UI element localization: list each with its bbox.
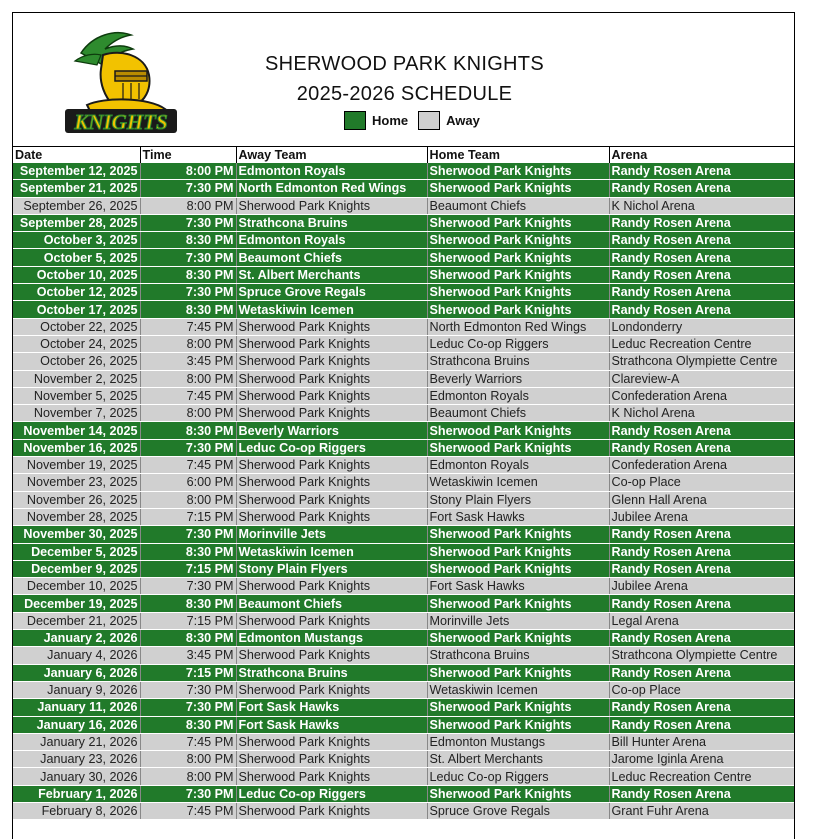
- cell-time: 7:30 PM: [140, 578, 236, 595]
- cell-away-team: Sherwood Park Knights: [236, 733, 427, 750]
- table-row-home-game: [13, 232, 795, 249]
- cell-time: 8:30 PM: [140, 301, 236, 318]
- schedule-sheet: [12, 12, 795, 839]
- page-title: SHERWOOD PARK KNIGHTS: [265, 53, 544, 75]
- cell-time: 7:30 PM: [140, 526, 236, 543]
- cell-home-team: Edmonton Royals: [427, 457, 609, 474]
- cell-away-team: Beverly Warriors: [236, 422, 427, 439]
- cell-away-team: Leduc Co-op Riggers: [236, 785, 427, 802]
- cell-arena: Randy Rosen Arena: [609, 284, 795, 301]
- cell-time: 8:00 PM: [140, 491, 236, 508]
- cell-home-team: Morinville Jets: [427, 612, 609, 629]
- cell-date: February 8, 2026: [13, 802, 140, 819]
- cell-date: November 7, 2025: [13, 405, 140, 422]
- cell-home-team: Sherwood Park Knights: [427, 526, 609, 543]
- cell-away-team: Sherwood Park Knights: [236, 387, 427, 404]
- knights-logo: [53, 25, 183, 137]
- cell-time: 7:45 PM: [140, 457, 236, 474]
- cell-date: November 19, 2025: [13, 457, 140, 474]
- cell-time: 8:00 PM: [140, 768, 236, 785]
- table-row-home-game: [13, 301, 795, 318]
- cell-away-team: Fort Sask Hawks: [236, 699, 427, 716]
- logo-wordmark: KNIGHTS: [74, 110, 168, 134]
- cell-arena: Clareview-A: [609, 370, 795, 387]
- legend: [344, 111, 490, 130]
- cell-time: 8:00 PM: [140, 163, 236, 180]
- table-row-away-game: [13, 491, 795, 508]
- cell-date: December 21, 2025: [13, 612, 140, 629]
- cell-away-team: Edmonton Mustangs: [236, 630, 427, 647]
- table-row-home-game: [13, 284, 795, 301]
- cell-date: January 30, 2026: [13, 768, 140, 785]
- cell-time: 7:45 PM: [140, 318, 236, 335]
- cell-home-team: Edmonton Mustangs: [427, 733, 609, 750]
- cell-home-team: Sherwood Park Knights: [427, 214, 609, 231]
- cell-away-team: Sherwood Park Knights: [236, 405, 427, 422]
- cell-home-team: Edmonton Royals: [427, 387, 609, 404]
- cell-away-team: Sherwood Park Knights: [236, 318, 427, 335]
- cell-away-team: Beaumont Chiefs: [236, 249, 427, 266]
- cell-date: December 5, 2025: [13, 543, 140, 560]
- cell-home-team: Sherwood Park Knights: [427, 266, 609, 283]
- cell-date: November 30, 2025: [13, 526, 140, 543]
- table-row-home-game: [13, 526, 795, 543]
- cell-arena: Randy Rosen Arena: [609, 560, 795, 577]
- table-row-home-game: [13, 630, 795, 647]
- table-row-away-game: [13, 353, 795, 370]
- cell-home-team: Sherwood Park Knights: [427, 543, 609, 560]
- cell-arena: Randy Rosen Arena: [609, 214, 795, 231]
- legend-away-swatch: [418, 111, 440, 130]
- cell-time: 6:00 PM: [140, 474, 236, 491]
- cell-away-team: Sherwood Park Knights: [236, 197, 427, 214]
- column-header-home-team: Home Team: [427, 147, 609, 164]
- cell-time: 7:15 PM: [140, 508, 236, 525]
- cell-time: 7:15 PM: [140, 664, 236, 681]
- cell-home-team: Sherwood Park Knights: [427, 595, 609, 612]
- cell-arena: Randy Rosen Arena: [609, 266, 795, 283]
- cell-home-team: Beverly Warriors: [427, 370, 609, 387]
- cell-away-team: St. Albert Merchants: [236, 266, 427, 283]
- cell-date: September 26, 2025: [13, 197, 140, 214]
- table-row-away-game: [13, 405, 795, 422]
- cell-home-team: St. Albert Merchants: [427, 751, 609, 768]
- cell-away-team: Edmonton Royals: [236, 232, 427, 249]
- cell-arena: Confederation Arena: [609, 387, 795, 404]
- table-row-home-game: [13, 163, 795, 180]
- cell-arena: Randy Rosen Arena: [609, 630, 795, 647]
- cell-arena: Randy Rosen Arena: [609, 232, 795, 249]
- cell-home-team: Sherwood Park Knights: [427, 180, 609, 197]
- cell-date: October 3, 2025: [13, 232, 140, 249]
- cell-time: 7:45 PM: [140, 733, 236, 750]
- cell-time: 3:45 PM: [140, 647, 236, 664]
- cell-away-team: Strathcona Bruins: [236, 664, 427, 681]
- cell-home-team: Beaumont Chiefs: [427, 197, 609, 214]
- cell-arena: Jubilee Arena: [609, 508, 795, 525]
- cell-home-team: Wetaskiwin Icemen: [427, 681, 609, 698]
- cell-time: 7:30 PM: [140, 180, 236, 197]
- cell-arena: Bill Hunter Arena: [609, 733, 795, 750]
- cell-home-team: Wetaskiwin Icemen: [427, 474, 609, 491]
- cell-home-team: Strathcona Bruins: [427, 353, 609, 370]
- table-row-away-game: [13, 733, 795, 750]
- cell-date: January 23, 2026: [13, 751, 140, 768]
- cell-date: October 26, 2025: [13, 353, 140, 370]
- cell-date: October 12, 2025: [13, 284, 140, 301]
- cell-arena: Randy Rosen Arena: [609, 543, 795, 560]
- cell-time: 7:30 PM: [140, 284, 236, 301]
- cell-away-team: Sherwood Park Knights: [236, 802, 427, 819]
- cell-away-team: Sherwood Park Knights: [236, 647, 427, 664]
- cell-time: 7:30 PM: [140, 681, 236, 698]
- cell-arena: Randy Rosen Arena: [609, 716, 795, 733]
- cell-home-team: Sherwood Park Knights: [427, 664, 609, 681]
- cell-away-team: Sherwood Park Knights: [236, 681, 427, 698]
- table-row-home-game: [13, 439, 795, 456]
- cell-home-team: Fort Sask Hawks: [427, 578, 609, 595]
- table-row-home-game: [13, 785, 795, 802]
- cell-date: January 16, 2026: [13, 716, 140, 733]
- cell-date: September 21, 2025: [13, 180, 140, 197]
- cell-home-team: Strathcona Bruins: [427, 647, 609, 664]
- schedule-body: [13, 163, 795, 820]
- cell-arena: Jubilee Arena: [609, 578, 795, 595]
- cell-time: 8:30 PM: [140, 543, 236, 560]
- cell-away-team: Leduc Co-op Riggers: [236, 439, 427, 456]
- cell-away-team: Sherwood Park Knights: [236, 578, 427, 595]
- cell-arena: Randy Rosen Arena: [609, 163, 795, 180]
- cell-time: 8:00 PM: [140, 405, 236, 422]
- cell-time: 8:00 PM: [140, 197, 236, 214]
- cell-date: October 5, 2025: [13, 249, 140, 266]
- cell-date: January 2, 2026: [13, 630, 140, 647]
- cell-date: November 26, 2025: [13, 491, 140, 508]
- cell-home-team: Sherwood Park Knights: [427, 249, 609, 266]
- schedule-table: [13, 146, 795, 820]
- schedule-header: [13, 13, 794, 146]
- table-row-away-game: [13, 318, 795, 335]
- cell-time: 7:30 PM: [140, 249, 236, 266]
- cell-time: 3:45 PM: [140, 353, 236, 370]
- cell-date: November 23, 2025: [13, 474, 140, 491]
- cell-date: January 6, 2026: [13, 664, 140, 681]
- legend-away-label: Away: [446, 113, 480, 128]
- cell-arena: Randy Rosen Arena: [609, 595, 795, 612]
- cell-date: January 9, 2026: [13, 681, 140, 698]
- cell-arena: Randy Rosen Arena: [609, 526, 795, 543]
- table-row-home-game: [13, 249, 795, 266]
- cell-home-team: Beaumont Chiefs: [427, 405, 609, 422]
- cell-away-team: Beaumont Chiefs: [236, 595, 427, 612]
- cell-home-team: Fort Sask Hawks: [427, 508, 609, 525]
- table-row-home-game: [13, 214, 795, 231]
- cell-time: 8:00 PM: [140, 751, 236, 768]
- cell-away-team: Fort Sask Hawks: [236, 716, 427, 733]
- cell-arena: Randy Rosen Arena: [609, 422, 795, 439]
- cell-date: October 17, 2025: [13, 301, 140, 318]
- table-row-away-game: [13, 681, 795, 698]
- cell-time: 8:30 PM: [140, 422, 236, 439]
- cell-date: October 24, 2025: [13, 335, 140, 352]
- cell-away-team: North Edmonton Red Wings: [236, 180, 427, 197]
- cell-date: December 10, 2025: [13, 578, 140, 595]
- column-header-arena: Arena: [609, 147, 795, 164]
- cell-arena: Randy Rosen Arena: [609, 180, 795, 197]
- cell-away-team: Sherwood Park Knights: [236, 751, 427, 768]
- cell-arena: Leduc Recreation Centre: [609, 768, 795, 785]
- cell-arena: K Nichol Arena: [609, 197, 795, 214]
- cell-away-team: Sherwood Park Knights: [236, 768, 427, 785]
- cell-arena: Randy Rosen Arena: [609, 664, 795, 681]
- cell-date: November 5, 2025: [13, 387, 140, 404]
- cell-date: November 28, 2025: [13, 508, 140, 525]
- cell-home-team: Sherwood Park Knights: [427, 699, 609, 716]
- cell-date: January 4, 2026: [13, 647, 140, 664]
- cell-away-team: Sherwood Park Knights: [236, 457, 427, 474]
- cell-arena: Randy Rosen Arena: [609, 699, 795, 716]
- table-row-home-game: [13, 543, 795, 560]
- cell-away-team: Sherwood Park Knights: [236, 335, 427, 352]
- cell-home-team: Sherwood Park Knights: [427, 163, 609, 180]
- cell-home-team: Sherwood Park Knights: [427, 439, 609, 456]
- cell-away-team: Sherwood Park Knights: [236, 508, 427, 525]
- table-row-home-game: [13, 180, 795, 197]
- cell-arena: Co-op Place: [609, 474, 795, 491]
- cell-date: December 19, 2025: [13, 595, 140, 612]
- table-row-away-game: [13, 370, 795, 387]
- cell-time: 7:45 PM: [140, 387, 236, 404]
- page-subtitle: 2025-2026 SCHEDULE: [296, 83, 513, 105]
- cell-date: November 16, 2025: [13, 439, 140, 456]
- cell-time: 7:30 PM: [140, 785, 236, 802]
- cell-away-team: Edmonton Royals: [236, 163, 427, 180]
- cell-away-team: Sherwood Park Knights: [236, 612, 427, 629]
- cell-away-team: Sherwood Park Knights: [236, 353, 427, 370]
- cell-arena: Londonderry: [609, 318, 795, 335]
- cell-arena: Leduc Recreation Centre: [609, 335, 795, 352]
- cell-away-team: Spruce Grove Regals: [236, 284, 427, 301]
- cell-time: 7:15 PM: [140, 612, 236, 629]
- cell-time: 7:30 PM: [140, 439, 236, 456]
- cell-away-team: Wetaskiwin Icemen: [236, 543, 427, 560]
- cell-home-team: Sherwood Park Knights: [427, 232, 609, 249]
- cell-home-team: Stony Plain Flyers: [427, 491, 609, 508]
- cell-time: 8:30 PM: [140, 232, 236, 249]
- cell-home-team: Sherwood Park Knights: [427, 560, 609, 577]
- table-row-home-game: [13, 560, 795, 577]
- cell-time: 7:15 PM: [140, 560, 236, 577]
- cell-home-team: North Edmonton Red Wings: [427, 318, 609, 335]
- cell-arena: Randy Rosen Arena: [609, 301, 795, 318]
- cell-arena: Randy Rosen Arena: [609, 785, 795, 802]
- table-row-away-game: [13, 612, 795, 629]
- cell-home-team: Leduc Co-op Riggers: [427, 768, 609, 785]
- cell-arena: K Nichol Arena: [609, 405, 795, 422]
- cell-home-team: Sherwood Park Knights: [427, 422, 609, 439]
- cell-away-team: Wetaskiwin Icemen: [236, 301, 427, 318]
- cell-time: 7:45 PM: [140, 802, 236, 819]
- cell-date: October 22, 2025: [13, 318, 140, 335]
- table-header-row: [13, 147, 795, 164]
- cell-time: 8:00 PM: [140, 335, 236, 352]
- table-row-away-game: [13, 197, 795, 214]
- table-row-away-game: [13, 335, 795, 352]
- table-row-home-game: [13, 699, 795, 716]
- table-row-away-game: [13, 751, 795, 768]
- table-row-away-game: [13, 387, 795, 404]
- cell-time: 8:00 PM: [140, 370, 236, 387]
- table-row-home-game: [13, 266, 795, 283]
- column-header-time: Time: [140, 147, 236, 164]
- cell-arena: Confederation Arena: [609, 457, 795, 474]
- cell-time: 8:30 PM: [140, 630, 236, 647]
- cell-date: January 21, 2026: [13, 733, 140, 750]
- cell-home-team: Sherwood Park Knights: [427, 630, 609, 647]
- table-row-away-game: [13, 647, 795, 664]
- cell-arena: Strathcona Olympiette Centre: [609, 647, 795, 664]
- cell-time: 8:30 PM: [140, 595, 236, 612]
- table-row-home-game: [13, 595, 795, 612]
- cell-date: November 2, 2025: [13, 370, 140, 387]
- cell-away-team: Sherwood Park Knights: [236, 370, 427, 387]
- cell-arena: Randy Rosen Arena: [609, 249, 795, 266]
- table-row-away-game: [13, 578, 795, 595]
- cell-home-team: Sherwood Park Knights: [427, 301, 609, 318]
- cell-away-team: Sherwood Park Knights: [236, 474, 427, 491]
- table-row-home-game: [13, 664, 795, 681]
- cell-arena: Grant Fuhr Arena: [609, 802, 795, 819]
- cell-date: January 11, 2026: [13, 699, 140, 716]
- cell-date: December 9, 2025: [13, 560, 140, 577]
- legend-home-swatch: [344, 111, 366, 130]
- cell-arena: Randy Rosen Arena: [609, 439, 795, 456]
- table-row-away-game: [13, 508, 795, 525]
- column-header-away-team: Away Team: [236, 147, 427, 164]
- cell-arena: Co-op Place: [609, 681, 795, 698]
- cell-date: September 12, 2025: [13, 163, 140, 180]
- legend-home-label: Home: [372, 113, 409, 128]
- cell-home-team: Sherwood Park Knights: [427, 785, 609, 802]
- cell-home-team: Leduc Co-op Riggers: [427, 335, 609, 352]
- cell-time: 8:30 PM: [140, 716, 236, 733]
- cell-home-team: Sherwood Park Knights: [427, 284, 609, 301]
- cell-home-team: Sherwood Park Knights: [427, 716, 609, 733]
- cell-away-team: Strathcona Bruins: [236, 214, 427, 231]
- cell-arena: Jarome Iginla Arena: [609, 751, 795, 768]
- cell-away-team: Morinville Jets: [236, 526, 427, 543]
- cell-away-team: Sherwood Park Knights: [236, 491, 427, 508]
- table-row-away-game: [13, 457, 795, 474]
- cell-time: 7:30 PM: [140, 214, 236, 231]
- table-row-home-game: [13, 716, 795, 733]
- table-row-away-game: [13, 802, 795, 819]
- cell-date: November 14, 2025: [13, 422, 140, 439]
- cell-date: October 10, 2025: [13, 266, 140, 283]
- cell-home-team: Spruce Grove Regals: [427, 802, 609, 819]
- cell-time: 7:30 PM: [140, 699, 236, 716]
- table-row-home-game: [13, 422, 795, 439]
- cell-away-team: Stony Plain Flyers: [236, 560, 427, 577]
- table-row-away-game: [13, 474, 795, 491]
- cell-date: February 1, 2026: [13, 785, 140, 802]
- cell-arena: Glenn Hall Arena: [609, 491, 795, 508]
- table-row-away-game: [13, 768, 795, 785]
- cell-arena: Legal Arena: [609, 612, 795, 629]
- cell-arena: Strathcona Olympiette Centre: [609, 353, 795, 370]
- column-header-date: Date: [13, 147, 140, 164]
- cell-time: 8:30 PM: [140, 266, 236, 283]
- cell-date: September 28, 2025: [13, 214, 140, 231]
